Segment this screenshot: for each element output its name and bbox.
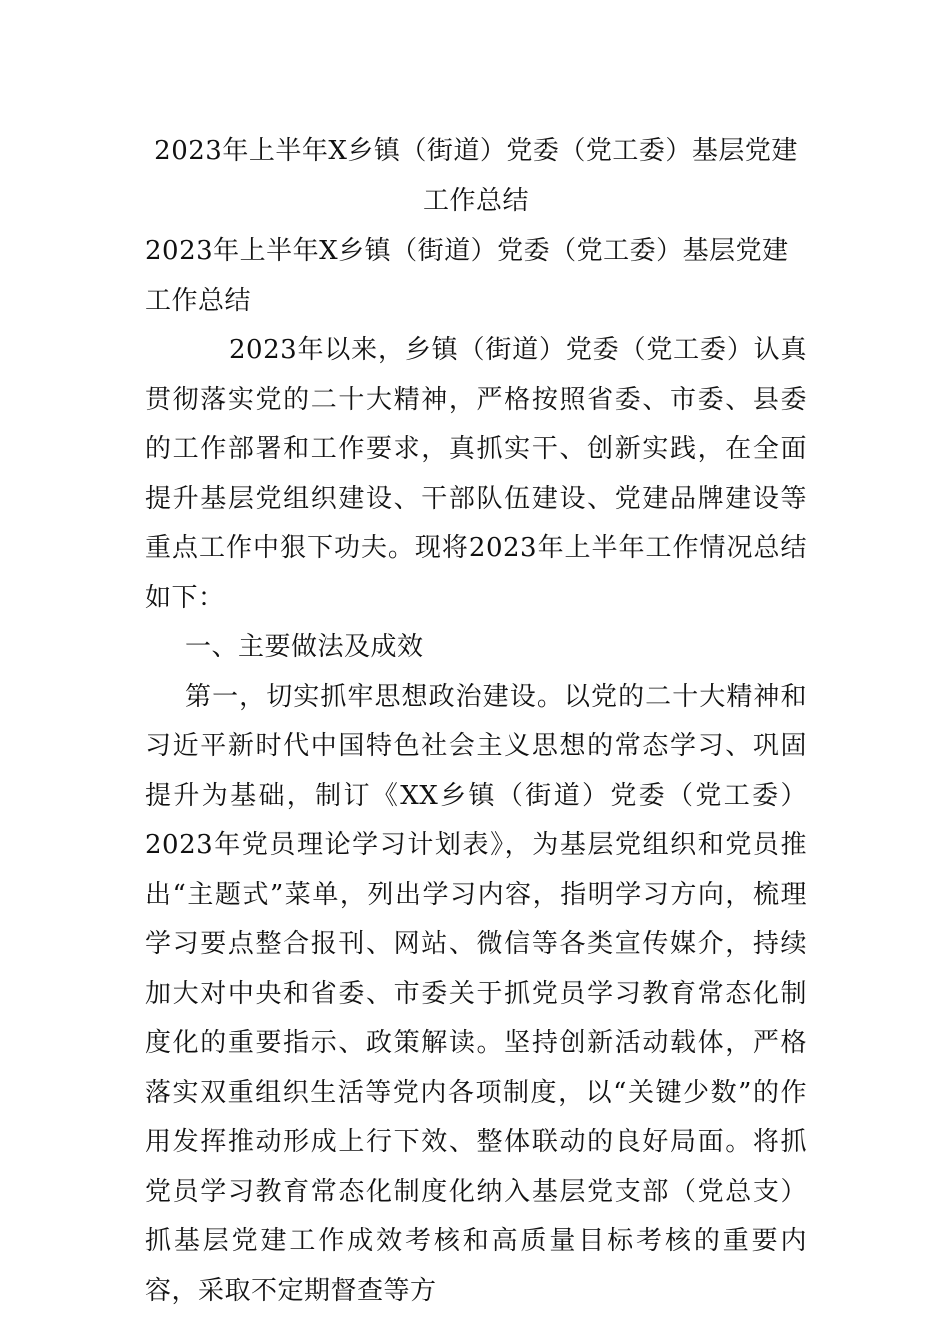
body-paragraph: 第一，切实抓牢思想政治建设。以党的二十大精神和习近平新时代中国特色社会主义思想的常态学习、巩固提升为基础，制订《XX乡镇（街道）党委（党工委）2023年党员理论学习计划表》，为基层党组织和党员推出“主题式”菜单，列出学习内容，指明学习方向，梳理学习要点整合报刊、网站、微信等各类宣传媒介，持续加大对中央和省委、市委关于抓党员学习教育常态化制度化的重要指示、政策解读。坚持创新活动载体，严格落实双重组织生活等党内各项制度，以“关键少数”的作用发挥推动形成上行下效、整体联动的良好局面。将抓党员学习教育常态化制度化纳入基层党支部（党总支）抓基层党建工作成效考核和高质量目标考核的重要内容，采取不定期督查等方 xyxy=(145,681,807,1306)
document-page xyxy=(145,126,807,1316)
document-title: 2023年上半年X乡镇（街道）党委（党工委）基层党建工作总结 xyxy=(154,136,798,216)
document-subtitle: 2023年上半年X乡镇（街道）党委（党工委）基层党建工作总结 xyxy=(145,236,789,316)
intro-paragraph: 2023年以来，乡镇（街道）党委（党工委）认真贯彻落实党的二十大精神，严格按照省委、市委、县委的工作部署和工作要求，真抓实干、创新实践，在全面提升基层党组织建设、干部队伍建设、党建品牌建设等重点工作中狠下功夫。现将2023年上半年工作情况总结如下： xyxy=(145,335,807,613)
section-heading: 一、主要做法及成效 xyxy=(185,632,424,662)
